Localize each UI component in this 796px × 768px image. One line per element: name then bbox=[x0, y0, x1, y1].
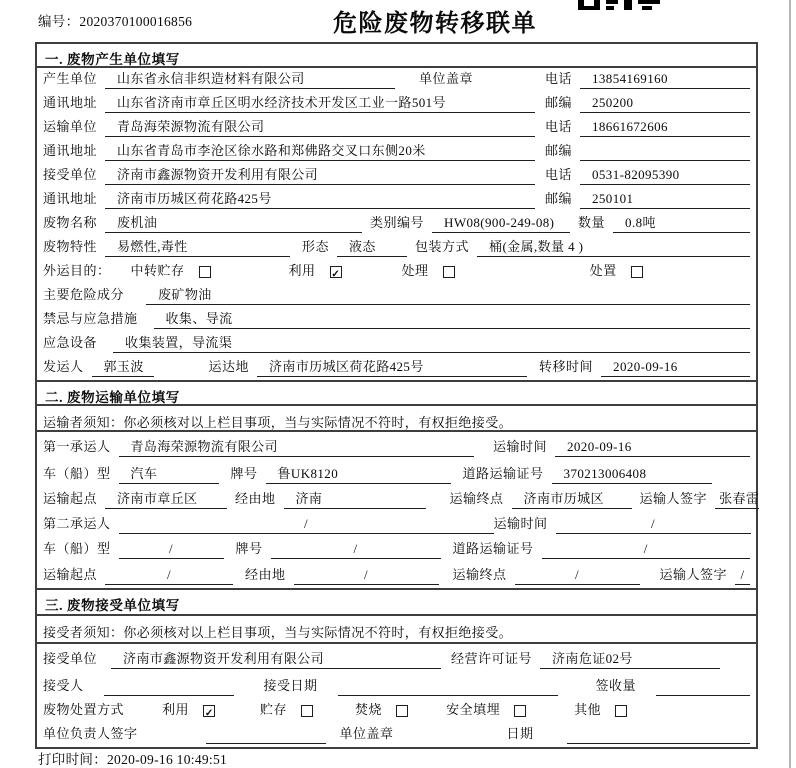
plate1-value: 鲁UK8120 bbox=[266, 466, 451, 484]
shipper-value: 郭玉波 bbox=[92, 359, 154, 377]
taboo-label: 禁忌与应急措施 bbox=[43, 311, 138, 326]
recipient-value bbox=[104, 678, 234, 696]
producer-value: 山东省永信非织造材料有限公司 bbox=[105, 71, 395, 89]
qr-code-fragment-icon bbox=[578, 0, 662, 10]
producer-label: 产生单位 bbox=[43, 71, 98, 86]
carrier2-label: 第二承运人 bbox=[43, 516, 111, 531]
waste-name-value: 废机油 bbox=[105, 215, 362, 233]
transfer-time-value: 2020-09-16 bbox=[601, 359, 750, 377]
permit-label: 经营许可证号 bbox=[451, 651, 533, 666]
quantity-value: 0.8吨 bbox=[613, 215, 750, 233]
zip3-label: 邮编 bbox=[544, 191, 572, 206]
shipper-label: 发运人 bbox=[43, 359, 84, 374]
section2-header: 二. 废物运输单位填写 bbox=[37, 380, 756, 406]
row-transporter-address bbox=[37, 140, 756, 164]
hazard-label: 主要危险成分 bbox=[43, 287, 125, 302]
destination-value: 济南市历城区荷花路425号 bbox=[257, 359, 527, 377]
row-producer-address bbox=[37, 92, 756, 116]
vehicle2-label: 车（船）型 bbox=[43, 541, 111, 556]
time1-value: 2020-09-16 bbox=[555, 439, 750, 457]
disposal-other-label: 其他 bbox=[574, 702, 602, 717]
unit-seal2-label: 单位盖章 bbox=[339, 726, 394, 741]
destination-label: 运达地 bbox=[208, 359, 250, 374]
via2-value: / bbox=[294, 567, 439, 585]
phone2-value: 18661672606 bbox=[580, 119, 750, 137]
doc-number bbox=[38, 10, 192, 30]
row-hazard bbox=[37, 284, 756, 308]
origin2-label: 运输起点 bbox=[43, 567, 98, 582]
unit-seal-label: 单位盖章 bbox=[419, 71, 474, 86]
address1-value: 山东省济南市章丘区明水经济技术开发区工业一路501号 bbox=[105, 95, 535, 113]
disposal-use-label: 利用 bbox=[162, 702, 190, 717]
purpose-use-checkbox: ✓ bbox=[330, 266, 342, 278]
end2-value: / bbox=[515, 567, 640, 585]
purpose-option-dispose-label: 处置 bbox=[589, 263, 617, 278]
recipient-label: 接受人 bbox=[43, 678, 84, 693]
section3-notice: 接受者须知：你必须核对以上栏目事项，当与实际情况不符时，有权拒绝接受。 bbox=[37, 616, 756, 644]
row-disposal bbox=[37, 699, 756, 723]
license2-value: / bbox=[542, 541, 750, 559]
purpose-option-transfer-label: 中转贮存 bbox=[130, 263, 185, 278]
disposal-other-checkbox bbox=[615, 705, 627, 717]
zip2-value bbox=[580, 143, 750, 161]
phone1-label: 电话 bbox=[544, 71, 572, 86]
phone2-label: 电话 bbox=[544, 119, 572, 134]
row-purpose bbox=[37, 260, 756, 284]
accept-unit-value: 济南市鑫源物资开发利用有限公司 bbox=[111, 651, 441, 669]
disposal-landfill-label: 安全填埋 bbox=[446, 702, 501, 717]
taboo-value: 收集、导流 bbox=[154, 311, 750, 329]
row-producer bbox=[37, 68, 756, 92]
end2-label: 运输终点 bbox=[452, 567, 507, 582]
zip3-value: 250101 bbox=[580, 191, 750, 209]
waste-name-label: 废物名称 bbox=[43, 215, 98, 230]
time1-label: 运输时间 bbox=[492, 439, 547, 454]
date2-value bbox=[567, 726, 750, 744]
end1-value: 济南市历城区 bbox=[512, 491, 632, 509]
row-waste-traits bbox=[37, 236, 756, 260]
sign2-label: 运输人签字 bbox=[659, 567, 728, 582]
carrier1-value: 青岛海荣源物流有限公司 bbox=[119, 439, 474, 457]
purpose-transfer-checkbox bbox=[199, 266, 211, 278]
vehicle1-value: 汽车 bbox=[119, 466, 219, 484]
row-route2 bbox=[37, 562, 756, 588]
row-taboo bbox=[37, 308, 756, 332]
row-equipment bbox=[37, 332, 756, 356]
carrier1-label: 第一承运人 bbox=[43, 439, 111, 454]
receiver-label: 接受单位 bbox=[43, 167, 98, 182]
permit-value: 济南危证02号 bbox=[540, 651, 720, 669]
purpose-treat-checkbox bbox=[443, 266, 455, 278]
disposal-burn-checkbox bbox=[396, 705, 408, 717]
packaging-value: 桶(金属,数量 4 ) bbox=[477, 239, 750, 257]
print-time-value: 2020-09-16 10:49:51 bbox=[107, 752, 228, 767]
phone3-label: 电话 bbox=[544, 167, 572, 182]
plate2-label: 牌号 bbox=[235, 541, 263, 556]
category-value: HW08(900-249-08) bbox=[432, 215, 570, 233]
equipment-value: 收集装置，导流渠 bbox=[113, 335, 750, 353]
sign1-value: 张春雷 bbox=[715, 491, 759, 509]
row-shipper bbox=[37, 356, 756, 380]
transfer-time-label: 转移时间 bbox=[539, 359, 594, 374]
form-label: 形态 bbox=[302, 239, 330, 254]
purpose-option-treat-label: 处理 bbox=[401, 263, 429, 278]
print-time-label: 打印时间： bbox=[38, 752, 107, 767]
sign1-label: 运输人签字 bbox=[639, 491, 708, 506]
section1-header: 一. 废物产生单位填写 bbox=[37, 44, 756, 68]
via2-label: 经由地 bbox=[245, 567, 286, 582]
amount-label: 签收量 bbox=[595, 678, 637, 693]
end1-label: 运输终点 bbox=[449, 491, 504, 506]
quantity-label: 数量 bbox=[578, 215, 606, 230]
license2-label: 道路运输证号 bbox=[452, 541, 534, 556]
sign2-value: / bbox=[735, 567, 750, 585]
disposal-use-checkbox: ✓ bbox=[203, 705, 215, 717]
vehicle2-value: / bbox=[119, 541, 224, 559]
phone1-value: 13854169160 bbox=[580, 71, 750, 89]
row-receiver-address bbox=[37, 188, 756, 212]
time2-value: / bbox=[556, 516, 751, 534]
carrier2-value: / bbox=[119, 516, 494, 534]
disposal-store-label: 贮存 bbox=[260, 702, 288, 717]
purpose-option-use-label: 利用 bbox=[288, 263, 316, 278]
zip1-label: 邮编 bbox=[544, 95, 572, 110]
row-carrier1 bbox=[37, 432, 756, 460]
disposal-label: 废物处置方式 bbox=[43, 702, 125, 717]
transporter-value: 青岛海荣源物流有限公司 bbox=[105, 119, 535, 137]
accept-date-value bbox=[338, 678, 558, 696]
address3-value: 济南市历城区荷花路425号 bbox=[105, 191, 535, 209]
row-vehicle2 bbox=[37, 537, 756, 562]
characteristics-value: 易燃性,毒性 bbox=[105, 239, 290, 257]
origin1-label: 运输起点 bbox=[43, 491, 98, 506]
page-edge-divider bbox=[789, 0, 791, 768]
doc-number-value: 2020370100016856 bbox=[79, 14, 193, 29]
row-accept-unit bbox=[37, 644, 756, 672]
origin1-value: 济南市章丘区 bbox=[105, 491, 227, 509]
page-title: 危险废物转移联单 bbox=[333, 11, 537, 37]
purpose-label: 外运目的： bbox=[43, 263, 111, 278]
category-label: 类别编号 bbox=[370, 215, 425, 230]
row-waste-name bbox=[37, 212, 756, 236]
license1-value: 370213006408 bbox=[552, 466, 712, 484]
doc-number-label: 编号： bbox=[38, 14, 80, 29]
disposal-landfill-checkbox bbox=[514, 705, 526, 717]
packaging-label: 包装方式 bbox=[415, 239, 470, 254]
vehicle1-label: 车（船）型 bbox=[43, 466, 111, 481]
transporter-label: 运输单位 bbox=[43, 119, 98, 134]
receiver-value: 济南市鑫源物资开发利用有限公司 bbox=[105, 167, 535, 185]
accept-date-label: 接受日期 bbox=[263, 678, 318, 693]
address2-value: 山东省青岛市李沧区徐水路和郑佛路交叉口东侧20米 bbox=[105, 143, 535, 161]
address3-label: 通讯地址 bbox=[43, 191, 98, 206]
via1-value: 济南 bbox=[284, 491, 426, 509]
accept-unit-label: 接受单位 bbox=[43, 651, 98, 666]
equipment-label: 应急设备 bbox=[43, 335, 98, 350]
address1-label: 通讯地址 bbox=[43, 95, 98, 110]
origin2-value: / bbox=[105, 567, 233, 585]
manifest-table bbox=[35, 42, 758, 749]
zip2-label: 邮编 bbox=[544, 143, 572, 158]
via1-label: 经由地 bbox=[235, 491, 276, 506]
signer-label: 单位负责人签字 bbox=[43, 726, 138, 741]
form-value: 液态 bbox=[337, 239, 407, 257]
row-transporter bbox=[37, 116, 756, 140]
hazard-value: 废矿物油 bbox=[146, 287, 750, 305]
row-vehicle1 bbox=[37, 460, 756, 487]
row-signer bbox=[37, 723, 756, 747]
date2-label: 日期 bbox=[506, 726, 534, 741]
signer-value bbox=[206, 726, 326, 744]
characteristics-label: 废物特性 bbox=[43, 239, 98, 254]
row-route1 bbox=[37, 487, 760, 512]
section3-header: 三. 废物接受单位填写 bbox=[37, 588, 756, 616]
section2-notice: 运输者须知：你必须核对以上栏目事项，当与实际情况不符时，有权拒绝接受。 bbox=[37, 406, 756, 432]
print-time bbox=[38, 748, 227, 768]
time2-label: 运输时间 bbox=[493, 516, 548, 531]
purpose-dispose-checkbox bbox=[631, 266, 643, 278]
amount-value bbox=[656, 678, 750, 696]
disposal-burn-label: 焚烧 bbox=[355, 702, 383, 717]
disposal-store-checkbox bbox=[301, 705, 313, 717]
zip1-value: 250200 bbox=[580, 95, 750, 113]
row-recipient bbox=[37, 672, 756, 699]
plate1-label: 牌号 bbox=[230, 466, 258, 481]
license1-label: 道路运输证号 bbox=[462, 466, 544, 481]
plate2-value: / bbox=[271, 541, 441, 559]
row-receiver bbox=[37, 164, 756, 188]
row-carrier2 bbox=[37, 512, 756, 537]
phone3-value: 0531-82095390 bbox=[580, 167, 750, 185]
address2-label: 通讯地址 bbox=[43, 143, 98, 158]
